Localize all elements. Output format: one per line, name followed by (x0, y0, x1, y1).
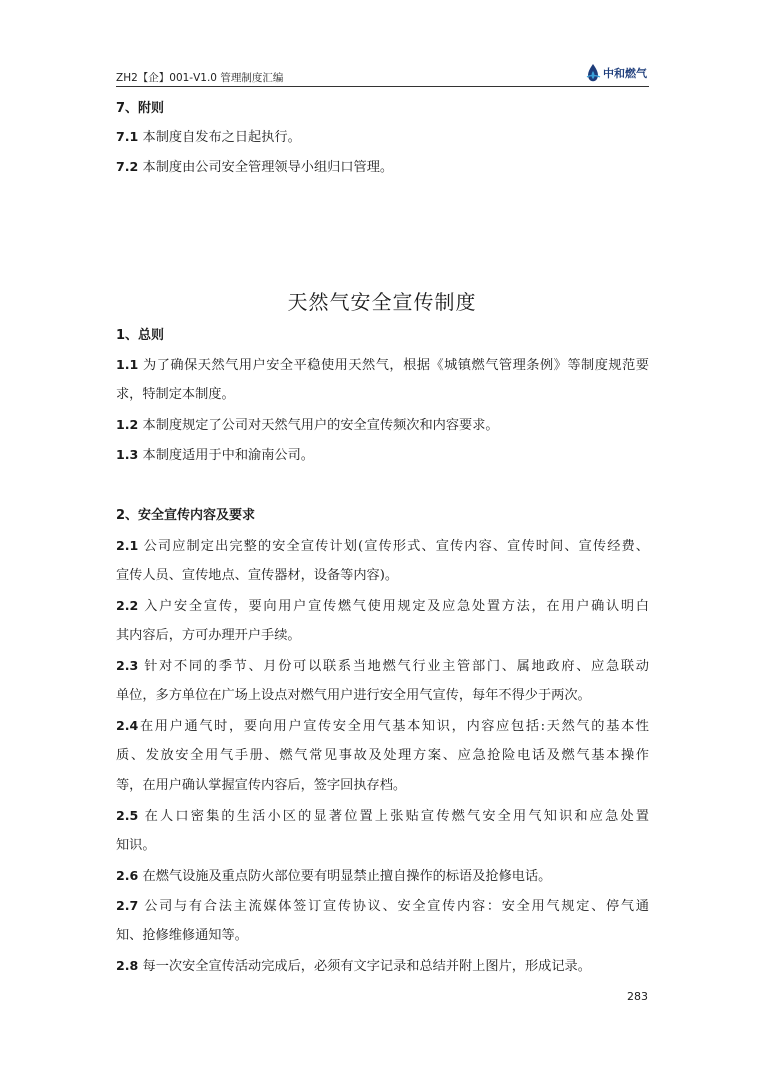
clause-number: 1.3 (116, 447, 139, 462)
clause-2-3-line-2: 单位，多方单位在广场上设点对燃气用户进行安全用气宣传，每年不得少于两次。 (116, 688, 591, 703)
clause-7-1 (116, 128, 649, 147)
clause-2-2-line-1 (116, 597, 649, 616)
clause-number: 7.1 (116, 129, 139, 144)
clause-number: 2.2 (116, 598, 139, 613)
clause-text: 公司与有合法主流媒体签订宣传协议、安全宣传内容：安全用气规定、停气通 (144, 899, 649, 914)
clause-2-4-line-2: 质、发放安全用气手册、燃气常见事故及处理方案、应急抢险电话及燃气基本操作 (116, 748, 649, 763)
clause-text: 本制度自发布之日起执行。 (142, 130, 301, 145)
clause-text: 在燃气设施及重点防火部位要有明显禁止擅自操作的标语及抢修电话。 (142, 869, 552, 884)
clause-text: 入户安全宣传，要向用户宣传燃气使用规定及应急处置方法，在用户确认明白 (144, 599, 649, 614)
clause-text: 为了确保天然气用户安全平稳使用天然气，根据《城镇燃气管理条例》等制度规范要 (143, 358, 649, 373)
clause-number: 2.7 (116, 898, 139, 913)
clause-2-5-line-2: 知识。 (116, 838, 156, 853)
clause-1-3 (116, 446, 649, 465)
clause-text: 本制度由公司安全管理领导小组归口管理。 (142, 160, 394, 175)
clause-2-3-line-1 (116, 657, 649, 676)
clause-2-1-line-2: 宣传人员、宣传地点、宣传器材，设备等内容)。 (116, 568, 399, 583)
clause-number: 2.3 (116, 658, 139, 673)
gas-flame-icon (585, 63, 601, 83)
clause-2-4-line-1 (116, 717, 649, 736)
clause-text: 公司应制定出完整的安全宣传计划(宣传形式、宣传内容、宣传时间、宣传经费、 (143, 539, 649, 554)
clause-2-6 (116, 867, 649, 886)
page-header (116, 62, 649, 87)
clause-number: 7.2 (116, 159, 139, 174)
clause-1-1-line-1 (116, 356, 649, 375)
clause-7-2 (116, 158, 649, 177)
clause-text: 本制度适用于中和渝南公司。 (142, 448, 314, 463)
clause-2-4-line-3: 等，在用户确认掌握宣传内容后，签字回执存档。 (116, 778, 407, 793)
clause-2-8 (116, 957, 649, 976)
clause-number: 2.4 (116, 718, 139, 733)
clause-2-7-line-1 (116, 897, 649, 916)
section-1-heading: 1、总则 (116, 328, 165, 343)
clause-number: 2.8 (116, 958, 139, 973)
clause-2-2-line-2: 其内容后，方可办理开户手续。 (116, 628, 301, 643)
clause-number: 2.5 (116, 808, 139, 823)
clause-text: 每一次安全宣传活动完成后，必须有文字记录和总结并附上图片，形成记录。 (142, 959, 591, 974)
clause-2-7-line-2: 知、抢修维修通知等。 (116, 928, 248, 943)
document-title: 天然气安全宣传制度 (287, 290, 477, 314)
clause-1-2 (116, 416, 649, 435)
clause-number: 2.1 (116, 538, 139, 553)
clause-1-1-line-2: 求，特制定本制度。 (116, 387, 235, 402)
clause-number: 1.1 (116, 357, 139, 372)
clause-number: 1.2 (116, 417, 139, 432)
header-doc-code: ZH2【企】001-V1.0 管理制度汇编 (116, 72, 284, 84)
clause-2-1-line-1 (116, 537, 649, 556)
page-number: 283 (627, 990, 648, 1003)
clause-text: 在人口密集的生活小区的显著位置上张贴宣传燃气安全用气知识和应急处置 (144, 809, 649, 824)
clause-text: 本制度规定了公司对天然气用户的安全宣传频次和内容要求。 (142, 418, 499, 433)
logo-text: 中和燃气 (603, 67, 647, 80)
clause-text: 针对不同的季节、月份可以联系当地燃气行业主管部门、属地政府、应急联动 (144, 659, 649, 674)
section-2-heading: 2、安全宣传内容及要求 (116, 508, 256, 523)
clause-text: 在用户通气时，要向用户宣传安全用气基本知识，内容应包括:天然气的基本性 (138, 719, 649, 734)
company-logo (585, 62, 647, 84)
clause-2-5-line-1 (116, 807, 649, 826)
clause-number: 2.6 (116, 868, 139, 883)
section-7-heading: 7、附则 (116, 101, 165, 116)
